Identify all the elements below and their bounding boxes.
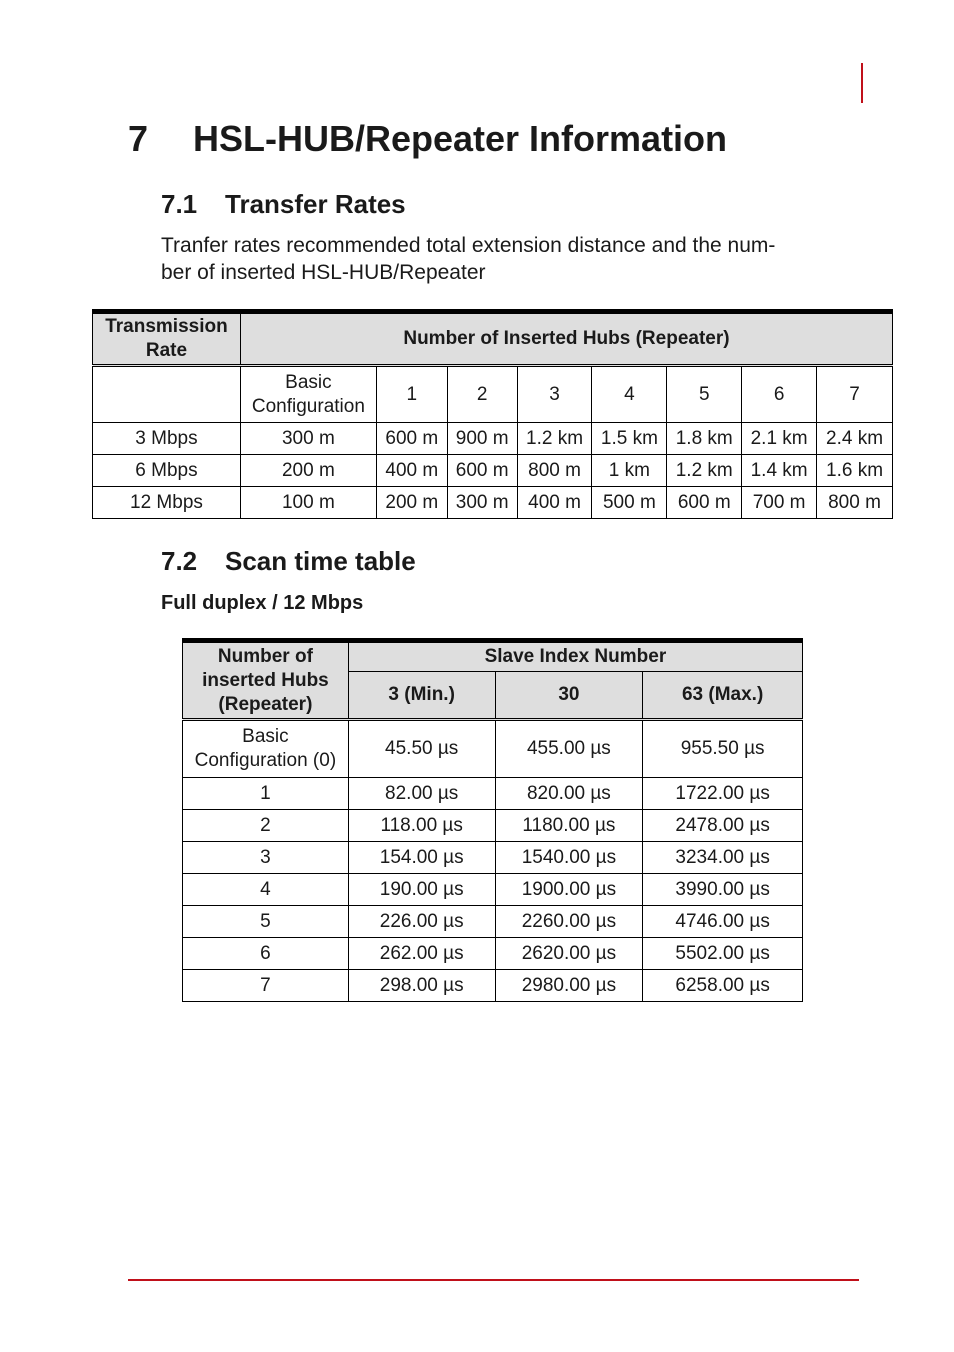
chapter-number: 7 [128,118,149,159]
header-transmission-rate: Transmission Rate [93,312,241,366]
header-slave-index-number: Slave Index Number [348,641,802,672]
scan-time-cell: 298.00 µs [348,970,495,1002]
scan-time-cell: 2620.00 µs [495,938,643,970]
distance-cell: 1 km [592,455,667,487]
intro-line: ber of inserted HSL-HUB/Repeater [161,261,486,284]
intro-paragraph [161,232,841,286]
scan-time-cell: 1722.00 µs [643,778,803,810]
section-title-transfer-rates [161,188,406,220]
distance-cell: 2.1 km [742,423,817,455]
header-slave-index-col: 63 (Max.) [643,672,803,720]
hubs-cell: 2 [183,810,349,842]
scan-time-cell: 6258.00 µs [643,970,803,1002]
distance-cell: 800 m [517,455,592,487]
table-row [183,810,803,842]
scan-time-cell: 262.00 µs [348,938,495,970]
subheader-hub-count: 7 [817,366,893,423]
distance-cell: 800 m [817,487,893,519]
section-title-scan-time [161,545,416,577]
scan-time-cell: 82.00 µs [348,778,495,810]
table-row [183,778,803,810]
hubs-cell: 7 [183,970,349,1002]
scan-time-cell: 5502.00 µs [643,938,803,970]
section-title-text: Scan time table [225,546,416,576]
distance-cell: 1.2 km [667,455,742,487]
distance-cell: 900 m [447,423,517,455]
hubs-cell: 1 [183,778,349,810]
table-subheader-row [93,366,893,423]
rate-cell: 3 Mbps [93,423,241,455]
section-title-text: Transfer Rates [225,189,406,219]
hubs-cell: 4 [183,874,349,906]
chapter-title-text: HSL-HUB/Repeater Information [193,118,728,159]
distance-cell: 1.6 km [817,455,893,487]
rate-cell: 12 Mbps [93,487,241,519]
intro-line: Tranfer rates recommended total extension distance and the num- [161,234,776,257]
table-row-basic [183,720,803,778]
table-row [183,938,803,970]
distance-cell: 1.5 km [592,423,667,455]
header-number-of-hubs: Number of Inserted Hubs (Repeater) [240,312,892,366]
scan-time-cell: 154.00 µs [348,842,495,874]
hubs-cell: 6 [183,938,349,970]
scan-time-cell: 2478.00 µs [643,810,803,842]
section-number: 7.2 [161,546,198,576]
table-row [183,970,803,1002]
scan-time-cell: 1180.00 µs [495,810,643,842]
distance-cell: 200 m [376,487,447,519]
scan-time-cell: 190.00 µs [348,874,495,906]
transfer-rates-table [92,309,893,519]
rate-cell: 6 Mbps [93,455,241,487]
subheader-hub-count: 4 [592,366,667,423]
subheader-hub-count: 2 [447,366,517,423]
subheader-hub-count: 1 [376,366,447,423]
table-row [93,455,893,487]
table-row [93,423,893,455]
hubs-cell: Basic Configuration (0) [183,720,349,778]
distance-cell: 200 m [240,455,376,487]
scan-time-cell: 955.50 µs [643,720,803,778]
distance-cell: 1.4 km [742,455,817,487]
subheader-hub-count: 3 [517,366,592,423]
scan-time-cell: 3990.00 µs [643,874,803,906]
table-row [93,487,893,519]
distance-cell: 600 m [376,423,447,455]
distance-cell: 300 m [447,487,517,519]
hubs-cell: 3 [183,842,349,874]
distance-cell: 300 m [240,423,376,455]
distance-cell: 1.2 km [517,423,592,455]
scan-time-cell: 4746.00 µs [643,906,803,938]
distance-cell: 2.4 km [817,423,893,455]
header-slave-index-col: 3 (Min.) [348,672,495,720]
page-corner-marker [861,63,863,103]
subheader-basic-configuration: Basic Configuration [240,366,376,423]
scan-time-cell: 455.00 µs [495,720,643,778]
scan-table-subheading: Full duplex / 12 Mbps [161,592,364,614]
scan-time-cell: 118.00 µs [348,810,495,842]
distance-cell: 600 m [667,487,742,519]
hubs-cell: 5 [183,906,349,938]
scan-time-cell: 820.00 µs [495,778,643,810]
table-row [183,842,803,874]
distance-cell: 100 m [240,487,376,519]
chapter-title [128,116,727,162]
table-row [183,874,803,906]
header-slave-index-col: 30 [495,672,643,720]
scan-time-cell: 1900.00 µs [495,874,643,906]
empty-cell [93,366,241,423]
distance-cell: 600 m [447,455,517,487]
subheader-hub-count: 5 [667,366,742,423]
scan-time-cell: 1540.00 µs [495,842,643,874]
scan-time-cell: 226.00 µs [348,906,495,938]
distance-cell: 1.8 km [667,423,742,455]
subheader-hub-count: 6 [742,366,817,423]
scan-time-cell: 2980.00 µs [495,970,643,1002]
distance-cell: 700 m [742,487,817,519]
scan-time-table [182,638,803,1002]
scan-time-cell: 45.50 µs [348,720,495,778]
scan-time-cell: 3234.00 µs [643,842,803,874]
distance-cell: 500 m [592,487,667,519]
footer-rule [128,1279,859,1281]
header-number-of-inserted-hubs: Number of inserted Hubs (Repeater) [183,641,349,720]
section-number: 7.1 [161,189,198,219]
distance-cell: 400 m [376,455,447,487]
distance-cell: 400 m [517,487,592,519]
table-row [183,906,803,938]
scan-time-cell: 2260.00 µs [495,906,643,938]
